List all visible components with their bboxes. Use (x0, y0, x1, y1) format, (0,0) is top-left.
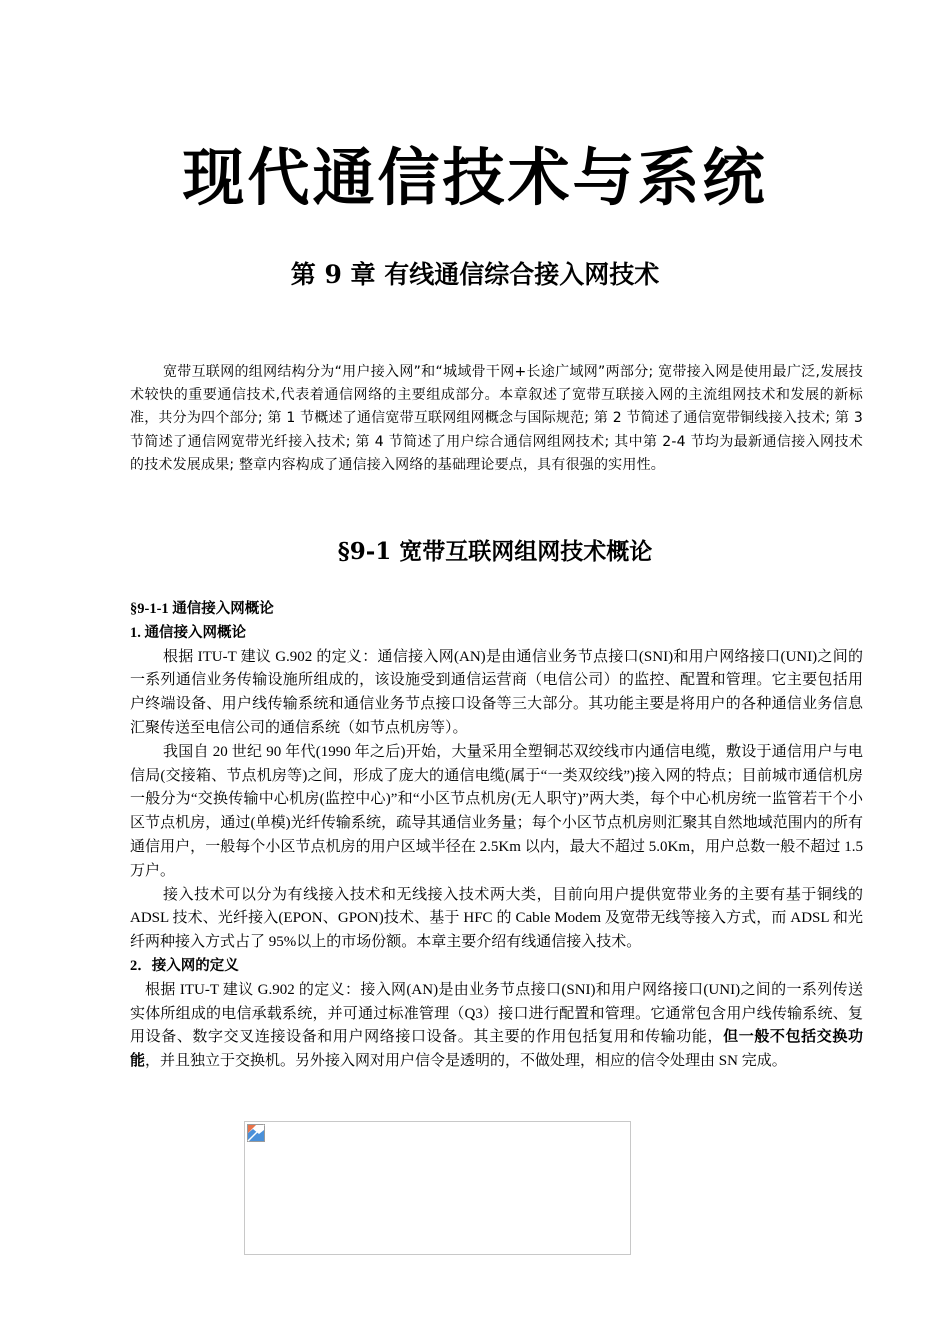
broken-image-icon (247, 1124, 265, 1142)
figure-placeholder (244, 1121, 631, 1255)
section-title: §9-1 宽带互联网组网技术概论 (337, 538, 653, 565)
chapter-title: 第 9 章 有线通信综合接入网技术 (290, 260, 660, 289)
chapter-abstract: 宽带互联网的组网结构分为“用户接入网”和“城域骨干网+长途广域网”两部分; 宽带接入网是使用最广泛,发展技术较快的重要通信技术,代表着通信网络的主要组成部分。本章叙述了宽带互联接入网的主流组网技术和发展的新标准，共分为四个部分; 第 1 节概述了通信宽带互联网组网概念与国际规范; 第 2 节简述了通信宽带铜线接入技术; 第 3 节简述了通信网宽带光纤接入技术; 第 4 节简述了用户综合通信网组网技术; 其中第 2-4 节均为最新通信接入网技术的技术发展成果; 整章内容构成了通信接入网络的基础理论要点，具有很强的实用性。 (130, 364, 863, 473)
paragraph-2: 我国自 20 世纪 90 年代(1990 年之后)开始，大量采用全塑铜芯双绞线市内通信电缆，敷设于通信用户与电信局(交接箱、节点机房等)之间，形成了庞大的通信电缆(属于“一类双绞线”)接入网的特点；目前城市通信机房一般分为“交换传输中心机房(监控中心)”和“小区节点机房(无人职守)”两大类，每个中心机房统一监管若干个小区节点机房，通过(单模)光纤传输系统，疏导其通信业务量；每个小区节点机房则汇聚其自然地域范围内的所有通信用户，一般每个小区节点机房的用户区域半径在 2.5Km 以内，最大不超过 5.0Km，用户总数一般不超过 1.5 万户。 (130, 743, 863, 879)
paragraph-4-text-a: 根据 ITU-T 建议 G.902 的定义：接入网(AN)是由业务节点接口(SNI)和用户网络接口(UNI)之间的一系列传送实体所组成的电信承载系统，并可通过标准管理（Q3）接口进行配置和管理。它通常包含用户线传输系统、复用设备、数字交叉连接设备和用户网络接口设备。其主要的作用包括复用和传输功能， (130, 981, 863, 1046)
section-body (130, 598, 863, 1074)
book-title: 现代通信技术与系统 (182, 141, 768, 214)
paragraph-4-text-b: ，并且独立于交换机。另外接入网对用户信令是透明的，不做处理，相应的信令处理由 SN 完成。 (145, 1053, 787, 1070)
item-heading-1: 1. 通信接入网概论 (130, 624, 246, 641)
paragraph-4 (130, 979, 863, 1074)
paragraph-1: 根据 ITU-T 建议 G.902 的定义：通信接入网(AN)是由通信业务节点接口(SNI)和用户网络接口(UNI)之间的一系列通信业务传输设施所组成的，该设施受到通信运营商（电信公司）的监控、配置和管理。它主要包括用户终端设备、用户线传输系统和通信业务节点接口设备等三大部分。其功能主要是将用户的各种通信业务信息汇聚传送至电信公司的通信系统（如节点机房等）。 (130, 648, 863, 736)
subsection-title: §9-1-1 通信接入网概论 (130, 601, 274, 617)
item-heading-2: 2．接入网的定义 (130, 957, 239, 974)
paragraph-4-emphasis: 但一般不包括交换功能 (130, 1029, 863, 1070)
paragraph-3: 接入技术可以分为有线接入技术和无线接入技术两大类，目前向用户提供宽带业务的主要有基于铜线的 ADSL 技术、光纤接入(EPON、GPON)技术、基于 HFC 的 Cable Modem 及宽带无线等接入方式，而 ADSL 和光纤两种接入方式占了 95%以上的市场份额。本章主要介绍有线通信接入技术。 (130, 886, 863, 951)
